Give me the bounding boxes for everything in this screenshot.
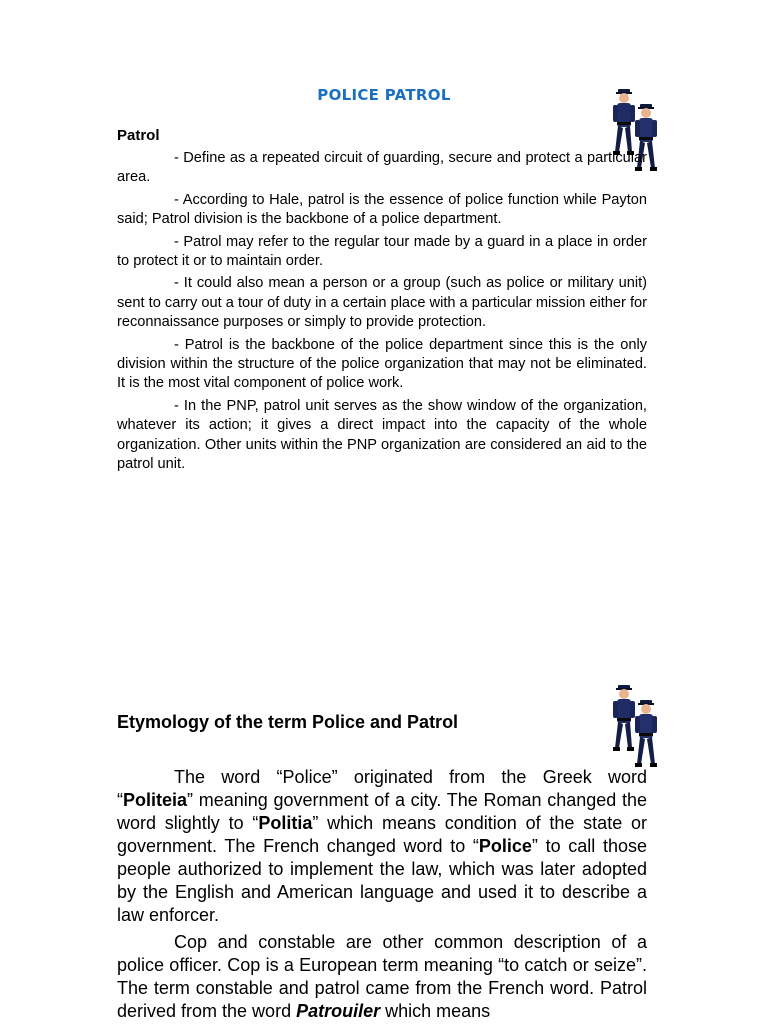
section-heading: Patrol [117, 127, 160, 144]
paragraph: - Define as a repeated circuit of guarding, secure and protect a particular area. [117, 150, 647, 186]
section-patrol [117, 126, 647, 478]
page-title: POLICE PATROL [317, 86, 451, 104]
bold-term: Politia [258, 813, 313, 833]
etymology-body [117, 766, 647, 1027]
bold-term: Politeia [123, 790, 188, 810]
paragraph: - Patrol may refer to the regular tour made by a guard in a place in order to protect it or to maintain order. [117, 233, 647, 270]
section-etymology [117, 710, 647, 734]
paragraph: Cop and constable are other common description of a police officer. Cop is a European term meaning “to catch or seize”. The term constable and patrol came from the French word. Patrol derived from the word Patrouiler which means [117, 932, 647, 1021]
bold-term: Police [478, 836, 532, 856]
bold-italic-term: Patrouiler [296, 1001, 381, 1021]
paragraph: - It could also mean a person or a group (such as police or military unit) sent to carry out a tour of duty in a certain place with a particular mission either for reconnaissance purposes or simply to provide protection. [117, 275, 647, 331]
paragraph: - Patrol is the backbone of the police department since this is the only division within the structure of the police organization that may not be eliminated. It is the most vital component of police work. [117, 336, 647, 392]
section-heading: Etymology of the term Police and Patrol [117, 712, 459, 732]
paragraph: - In the PNP, patrol unit serves as the show window of the organization, whatever its action; it gives a direct impact into the capacity of the whole organization. Other units within the PNP organization are considered an aid to the patrol unit. [117, 397, 647, 473]
paragraph: - According to Hale, patrol is the essence of police function while Payton said; Patrol division is the backbone of a police department. [117, 191, 647, 228]
paragraph: The word “Police” originated from the Greek word “Politeia” meaning government of a city. The Roman changed the word slightly to “Politia” which means condition of the state or government. The French changed word to “Police” to call those people authorized to implement the law, which was later adopted by the English and American language and used it to describe a law enforcer. [117, 767, 647, 925]
